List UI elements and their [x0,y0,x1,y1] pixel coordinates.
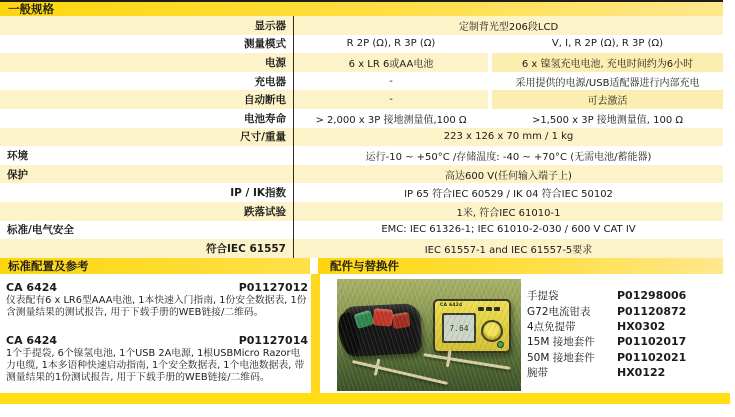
row-label: IP / IK指数 [230,187,286,200]
accessory-name: 4点免提带 [527,320,576,333]
row-label: 测量模式 [244,38,286,51]
table-row [0,35,723,54]
accessory-part-number: P01102017 [617,335,687,349]
accessory-row [527,319,727,334]
row-label: 环境 [7,149,28,162]
section-title: 标准配置及参考 [8,259,89,273]
rotary-knob [481,320,503,342]
row-label: 自动断电 [244,94,286,107]
accessory-name: 手提袋 [527,290,559,303]
row-label: 标准/电气安全 [7,224,74,237]
table-row [0,90,723,109]
section-title: 一般规格 [8,2,54,16]
accessory-name: 15M 接地套件 [527,336,595,349]
green-indicator [497,341,504,348]
earth-stake [352,360,448,385]
part-number: P01127014 [238,334,308,348]
device-button [494,307,500,311]
part-number: P01127012 [238,281,308,294]
row-label: 尺寸/重量 [240,131,286,144]
row-value-variant2: 可去激活 [492,90,723,109]
table-row [0,53,723,72]
table-row [0,165,723,184]
accessory-row [527,365,727,380]
table-row [0,72,723,91]
accessory-row [527,350,727,365]
device-label: CA 6424 [440,303,463,308]
row-values [293,128,723,147]
row-value: 运行-10 ~ +50°C /存储温度: -40 ~ +70°C (无需电池/蓄能器) [365,151,652,163]
config-entry-description: 1个手提袋, 6个镍氢电池, 1个USB 2A电源, 1根USBMicro Razor电力电缆, 1本多语种快速启动指南, 1个安全数据表, 1个电池数据表, 带测量结果的1份测试报告, 用于下载手册的WEB链接/二维码。 [6,348,305,383]
table-row [0,146,723,165]
model-name: CA 6424 [6,334,58,348]
config-entry-description: 仪表配有6 x LR6型AAA电池, 1本快速入门指南, 1份安全数据表, 1份含测量结果的测试报告, 用于下载手册的WEB链接/二维码。 [6,295,307,318]
row-values [293,146,723,165]
row-value-variant1: - [389,75,393,87]
row-value-variant1: > 2,000 x 3P 接地测量值,100 Ω [315,114,467,126]
accessory-part-number: HX0122 [617,366,666,380]
row-values [293,35,723,54]
row-value-variant1: - [389,94,393,106]
table-row [0,16,723,35]
row-values [293,183,723,202]
accessory-part-number: P01102021 [617,350,687,364]
footer-bar [0,393,730,404]
section-title: 配件与替换件 [330,259,399,273]
table-row [0,183,723,202]
row-label: 跌落试验 [244,205,286,218]
row-value: IP 65 符合IEC 60529 / IK 04 符合IEC 50102 [404,189,613,201]
red-cable-spool [391,312,410,329]
model-name: CA 6424 [6,281,58,294]
accessory-row [527,288,727,303]
accessory-part-number: P01120872 [617,304,687,318]
table-row [0,202,723,221]
row-value: 定制背光型206段LCD [458,21,559,33]
row-value: EMC: IEC 61326-1; IEC 61010-2-030 / 600 V CAT IV [381,224,636,236]
row-value-variant2: V, I, R 2P (Ω), R 3P (Ω) [551,38,664,50]
earth-tester-device [433,299,511,353]
device-buttons [478,307,500,311]
device-button [478,307,484,311]
row-values [293,221,723,240]
red-cable-spool [373,308,393,327]
row-values [293,202,723,221]
section-header-general-specs [0,2,723,16]
section-header-accessories [318,258,723,274]
row-values [293,90,723,109]
row-value-variant2: >1,500 x 3P 接地测量值, 100 Ω [531,114,684,126]
accessory-name: G72电流钳表 [527,305,591,318]
row-values [293,239,723,258]
row-value: 1米, 符合IEC 61010-1 [456,207,561,219]
product-photo [337,279,521,391]
accessory-name: 50M 接地套件 [527,351,595,364]
row-label: 符合IEC 61557 [206,242,286,255]
row-values [293,16,723,35]
accessory-name: 腕带 [527,367,548,380]
row-label: 电源 [265,56,286,69]
row-values [293,72,723,91]
row-value: 223 x 126 x 70 mm / 1 kg [443,131,574,143]
accessories-list [527,288,727,380]
row-label: 显示器 [254,19,286,32]
table-row [0,109,723,128]
row-value: IEC 61557-1 and IEC 61557-5要求 [424,244,593,256]
carrying-bag [342,303,423,357]
vertical-divider-strip [311,274,320,403]
accessory-part-number: HX0302 [617,319,666,333]
config-entry [6,334,308,383]
row-label: 保护 [7,168,28,181]
standard-config-list [6,281,308,384]
earth-stake [423,353,510,370]
row-values [293,53,723,72]
table-row [0,239,723,258]
row-value-variant2: 采用提供的电源/USB适配器进行内部充电 [515,77,700,89]
row-value-variant1: R 2P (Ω), R 3P (Ω) [346,38,436,50]
spec-table [0,16,723,258]
row-values [293,109,723,128]
accessory-row [527,334,727,349]
lcd-display: 7.64 [442,313,476,343]
config-entry-header [6,334,308,347]
green-cable-spool [354,310,375,329]
section-header-standard-config [0,258,310,274]
config-entry-header [6,281,308,294]
device-button [486,307,492,311]
row-value: 高达600 V(任何输入端子上) [445,170,572,182]
config-entry [6,281,308,318]
table-row [0,128,723,147]
row-values [293,165,723,184]
row-label: 充电器 [254,75,286,88]
accessory-row [527,303,727,318]
row-value-variant2: 6 x 镍氢充电电池, 充电时间约为6小时 [492,53,723,72]
row-label: 电池寿命 [244,112,286,125]
accessory-part-number: P01298006 [617,289,687,303]
row-value-variant1: 6 x LR 6或AA电池 [348,58,434,70]
table-row [0,221,723,240]
